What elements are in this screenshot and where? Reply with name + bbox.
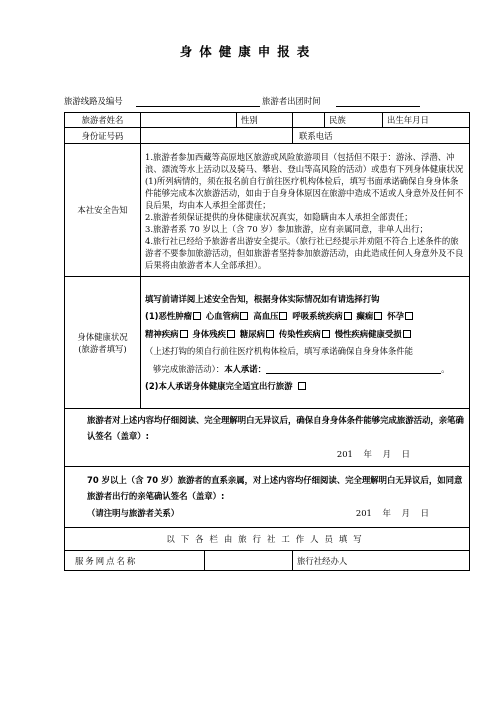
- ethnicity-label: 民族: [329, 115, 346, 125]
- notice-item: 4.旅行社已经给予旅游者出游安全提示。（旅行社已经提示并劝阻不符合上述条件的旅游者不要参加旅游活动，但如旅游者坚持参加旅游活动，由此造成任何人身意外及不良后果将由旅游者本人全部承担）。: [145, 235, 464, 270]
- condition-label: 糖尿病: [239, 328, 265, 339]
- confirm-date: 201 年 月 日: [336, 449, 410, 460]
- promise-label: 本人承诺：: [224, 363, 267, 374]
- condition-checkbox[interactable]: [279, 312, 287, 320]
- route-label: 旅游线路及编号: [64, 96, 123, 106]
- elder-footer: [87, 506, 465, 522]
- section2-text: (2)本人承诺身体健康完全适宜出行旅游: [145, 381, 293, 391]
- condition-checkbox[interactable]: [405, 312, 413, 320]
- conditions-row-1: [145, 308, 465, 326]
- condition-checkbox[interactable]: [374, 312, 382, 320]
- elder-note: （请注明与旅游者关系）: [87, 508, 180, 519]
- condition-checkbox[interactable]: [193, 312, 201, 320]
- condition-label: 呼吸系统疾病: [292, 311, 343, 321]
- id-field[interactable]: [141, 128, 293, 144]
- elder-date: 201 年 月 日: [355, 508, 429, 519]
- notice-item: 1.旅游者参加西藏等高原地区旅游或风险旅游项目（包括但不限于：游泳、浮潜、冲浪、漂流等水上活动以及骑马、攀岩、登山等高风险的活动）或患有下列身体健康状况 (1)所列病情的，须在报名前自行前往医疗机构体检后，填写书面承诺确保自身身体条件能够完成本次旅游活动，如由于自身身体原因在旅游中造成不适或人身意外及任何不良后果，均由本人承担全部责任；: [145, 151, 464, 210]
- departure-label: 旅游者出团时间: [262, 96, 321, 106]
- birth-label: 出生年月日: [387, 115, 429, 125]
- notice-content: [141, 144, 470, 277]
- section1-prefix: (1): [145, 311, 159, 321]
- handler-cell[interactable]: [293, 551, 470, 571]
- notice-item: 3.旅游者系 70 岁以上（含 70 岁）参加旅游，应有亲属同意，非单人出行；: [145, 223, 428, 234]
- route-field[interactable]: [136, 96, 260, 107]
- branch-field[interactable]: [205, 551, 293, 571]
- condition-label: 癫痫: [356, 311, 374, 321]
- birth-cell[interactable]: [383, 113, 470, 128]
- health-label: [65, 277, 141, 409]
- ethnicity-cell: [325, 113, 383, 128]
- notice-item: 2.旅游者须保证提供的身体健康状况真实，如隐瞒由本人承担全部责任；: [145, 211, 413, 222]
- confirm-text: 旅游者对上述内容均仔细阅读、完全理解明白无异议后，确保自身身体条件能够完成旅游活动，亲笔确认签名（盖章）:: [87, 415, 464, 441]
- id-label: 身份证号码: [65, 128, 141, 144]
- condition-label: 恶性肿瘤: [158, 311, 192, 321]
- condition-checkbox[interactable]: [227, 330, 235, 338]
- health-section2: [145, 378, 465, 396]
- condition-checkbox[interactable]: [240, 312, 248, 320]
- handler-label: 旅行社经办人: [297, 555, 348, 566]
- name-field[interactable]: [141, 113, 237, 128]
- condition-checkbox[interactable]: [344, 312, 352, 320]
- health-label-line1: 身体健康状况: [77, 331, 128, 342]
- notice-label: 本社安全告知: [65, 144, 141, 277]
- branch-label: 服务网点名称: [65, 551, 205, 571]
- elder-text: 70 岁以上（含 70 岁）旅游者的直系亲属，对上述内容均仔细阅读、完全理解明白无异议后，如同意旅游者出行的亲笔确认签名（盖章）:: [87, 475, 463, 501]
- health-note-line2: [145, 361, 465, 379]
- phone-cell[interactable]: [293, 128, 470, 144]
- conditions-row-2: [145, 326, 465, 344]
- condition-label: 精神疾病: [145, 328, 179, 339]
- condition-checkbox[interactable]: [322, 330, 330, 338]
- departure-field[interactable]: [336, 96, 420, 107]
- confirm-cell[interactable]: [65, 409, 470, 467]
- condition-label: 传染性疾病: [278, 328, 321, 339]
- name-label: 旅游者姓名: [65, 113, 141, 128]
- condition-label: 怀孕: [387, 311, 404, 321]
- health-note-line1: （上述打钩的须自行前往医疗机构体检后，填写承诺确保自身身体条件能: [145, 346, 413, 356]
- promise-end: 。: [441, 363, 450, 374]
- gender-label: 性别: [237, 113, 293, 128]
- page-title: 身体健康申报表: [179, 44, 317, 59]
- elder-cell[interactable]: [65, 467, 470, 528]
- condition-checkbox[interactable]: [180, 330, 188, 338]
- condition-label: 身体残疾: [192, 328, 226, 339]
- health-note-text: 够完成旅游活动）：: [153, 363, 225, 374]
- promise-field[interactable]: [266, 364, 441, 374]
- condition-label: 心血管病: [205, 311, 240, 321]
- health-content: [141, 277, 470, 409]
- section2-checkbox[interactable]: [298, 382, 306, 390]
- phone-label: 联系电话: [299, 130, 333, 141]
- health-intro: 填写前请详阅上述安全告知，根据身体实际情况如有请选择打钩: [145, 293, 380, 304]
- condition-label: 高血压: [253, 311, 279, 321]
- condition-checkbox[interactable]: [266, 330, 274, 338]
- condition-label: 慢性疾病健康受损: [334, 328, 402, 339]
- gender-field[interactable]: [293, 113, 325, 128]
- condition-checkbox[interactable]: [403, 330, 411, 338]
- declaration-form: [64, 112, 470, 571]
- agency-banner: 以下各栏由旅行社工作人员填写: [65, 528, 470, 551]
- health-label-line2: (旅游者填写): [78, 343, 127, 354]
